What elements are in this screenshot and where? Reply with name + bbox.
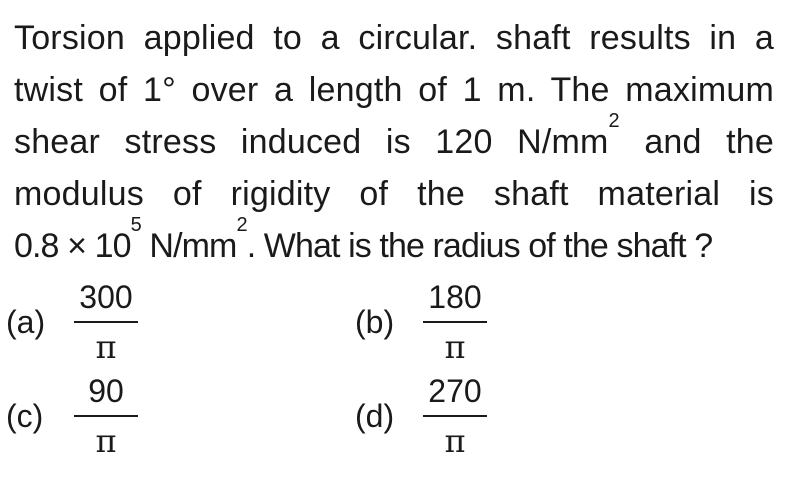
question-line-3 <box>14 110 774 168</box>
fraction-bar <box>423 415 487 417</box>
option-a-fraction <box>74 278 138 366</box>
question-line-3-tail: and the <box>619 123 774 161</box>
fraction-bar <box>423 321 487 323</box>
option-a[interactable] <box>6 278 138 366</box>
modulus-unit: N/mm <box>140 227 237 265</box>
question-line-4: modulus of rigidity of the shaft material is <box>14 175 774 213</box>
option-b-label: (b) <box>355 303 395 340</box>
question-line-5 <box>14 214 774 272</box>
fraction-bar <box>74 415 138 417</box>
question-line-1: Torsion applied to a circular. shaft results in a <box>14 19 774 57</box>
question-line-3-text: shear stress induced is 120 N/mm <box>14 123 609 161</box>
option-a-denominator: π <box>95 328 117 366</box>
option-d[interactable] <box>355 372 487 460</box>
option-b[interactable] <box>355 278 487 366</box>
option-d-label: (d) <box>355 397 395 434</box>
option-c-label: (c) <box>6 397 44 434</box>
option-c-numerator: 90 <box>88 373 124 409</box>
option-a-label: (a) <box>6 303 46 340</box>
question-text <box>14 12 774 272</box>
option-b-fraction <box>423 278 487 366</box>
unit-exponent: 2 <box>608 110 620 132</box>
option-b-denominator: π <box>444 328 466 366</box>
option-c-fraction <box>74 372 138 460</box>
option-a-numerator: 300 <box>79 279 133 315</box>
fraction-bar <box>74 321 138 323</box>
option-c-denominator: π <box>95 422 117 460</box>
modulus-coefficient: 0.8 × 10 <box>14 227 131 265</box>
option-d-denominator: π <box>444 422 466 460</box>
option-d-fraction <box>423 372 487 460</box>
modulus-exponent: 5 <box>130 214 141 236</box>
question-line-2: twist of 1° over a length of 1 m. The maximum <box>14 71 774 109</box>
option-c[interactable] <box>6 372 138 460</box>
option-d-numerator: 270 <box>428 373 482 409</box>
question-line-5-tail: . What is the radius of the shaft ? <box>246 227 713 265</box>
option-b-numerator: 180 <box>428 279 482 315</box>
modulus-unit-exponent: 2 <box>236 214 247 236</box>
